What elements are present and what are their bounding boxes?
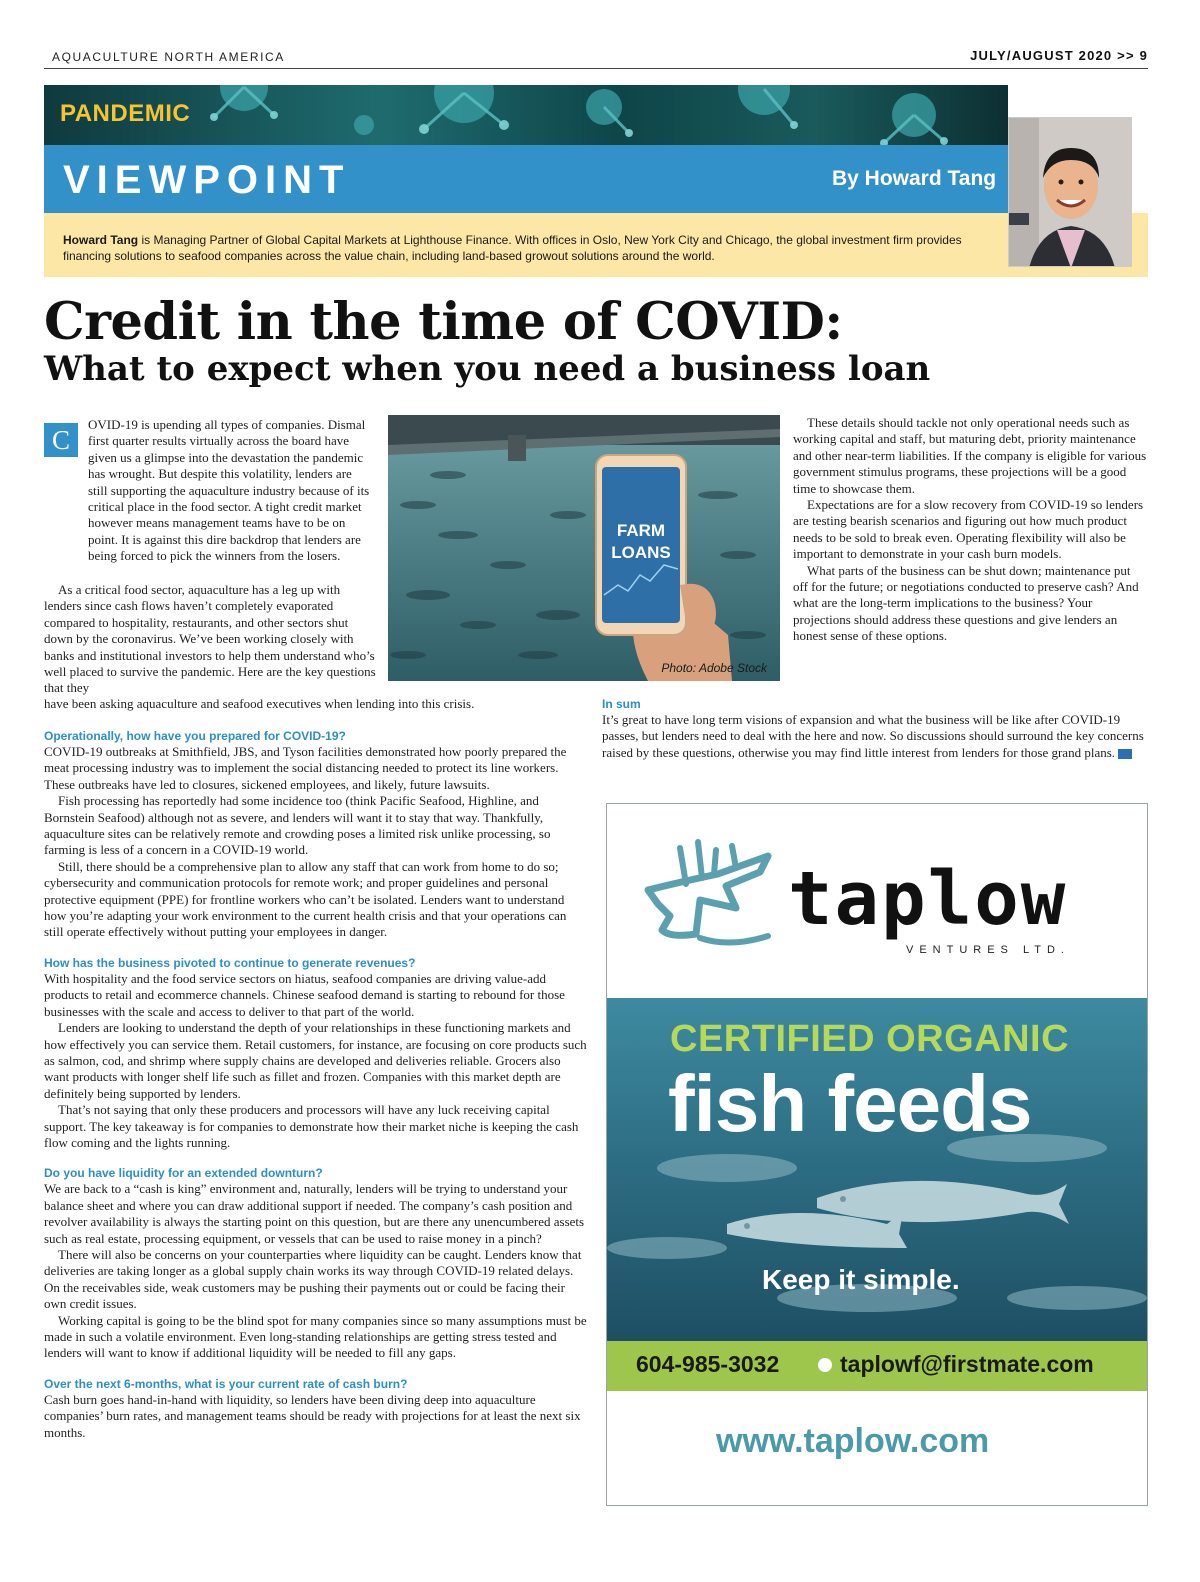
intro-paragraph-2-end: have been asking aquaculture and seafood executives when lending into this crisis. [44,696,475,711]
paragraph: With hospitality and the food service sectors on hiatus, seafood companies are driving value-add products to retail and ecommerce channels. Chinese seafood demand is starting to rebound for those businesses with the scale and access to deliver to that part of the world. [44,970,565,1019]
paragraph: Cash burn goes hand-in-hand with liquidity, so lenders have been diving deep into aquaculture companies’ burn rates, and management teams should be ready with projections for at least the next six months. [44,1391,581,1440]
ad-headline-1: CERTIFIED ORGANIC [670,1018,1070,1060]
section-heading-revenues: How has the business pivoted to continue to generate revenues? [44,955,416,970]
paragraph: We are back to a “cash is king” environment and, naturally, lenders will be trying to understand your balance sheet and where you can draw additional support if needed. The company’s cash position and revolver availability is always the starting point on this question, but are there any unencumbered assets such as real estate, processing equipment, or vessels that can be used to raise money in a pinch? [44,1181,585,1246]
main-column [44,728,589,1441]
ad-email[interactable]: taplowf@firstmate.com [840,1351,1094,1377]
paragraph: Still, there should be a comprehensive plan to allow any staff that can work from home to do so; cybersecurity and communication protocols for remote work; and proper guidelines and personal protective equipment (PPE) for frontline workers who can’t be isolated. Lenders want to understand how you’re adapting your work environment to the current health crisis and that your operations can still operate effectively without putting your employees in danger. [44,858,567,940]
column-title: VIEWPOINT [63,158,351,202]
subheadline: What to expect when you need a business loan [44,349,931,389]
end-mark-icon [1118,749,1132,759]
intro-end [44,696,589,712]
paragraph: What parts of the business can be shut down; maintenance put off for the future; or negotiations conducted to preserve cash? And what are the long-term implications to the business? Your projections should address these questions and give lenders an honest sense of these options. [793,562,1139,644]
farm-loans-photo [388,415,780,681]
header-rule [44,68,1148,69]
intro-first-lines [88,417,372,565]
in-sum-section [602,696,1148,761]
paragraph: Working capital is going to be the blind spot for many companies since so many assumptions must be made in such a volatile environment. Even long-standing relationships are getting stress tested and lenders will want to know if additional liquidity will be needed to fill any gaps. [44,1312,587,1361]
paragraph: That’s not saying that only these producers and processors will have any luck receiving capital support. The key takeaway is for companies to demonstrate how their market niche is keeping the cash flow coming and the lights running. [44,1102,579,1150]
paragraph: These details should tackle not only operational needs such as working capital and staff, but maturing debt, priority maintenance and other near-term liabilities. If the company is eligible for various government stimulus programs, these projections will be a good time to showcase them. [793,415,1147,496]
bullet-icon [818,1358,832,1372]
paragraph [602,712,1148,761]
paragraph: COVID-19 outbreaks at Smithfield, JBS, and Tyson facilities demonstrated how poorly prepared the meat processing industry was to implement the social distancing needed to protect its line workers. These outbreaks have led to closures, sickened employees, and likely, future lawsuits. [44,744,567,792]
intro-column-2 [44,582,378,697]
intro-paragraph-1: OVID-19 is upending all types of companies. Dismal first quarter results virtually across the board have given us a glimpse into the devastation the pandemic has wrought. But despite this volatility, lenders are still supporting the aquaculture industry because of its critical place in the food sector. A tight credit market however means management teams have to be on point. It is against this dire backdrop that lenders are being forced to pick the winners from the losers. [88,417,370,564]
ad-phone[interactable]: 604-985-3032 [636,1351,780,1377]
section-heading-in-sum: In sum [602,697,641,711]
paragraph: There will also be concerns on your counterparties where liquidity can be caught. Lenders know that deliveries are taking longer as a global supply chain works its way through COVID-19 related delays. On the receivables side, weak customers may be pushing their payments out or could be facing their own credit issues. [44,1246,582,1312]
in-sum-text: It’s great to have long term visions of expansion and what the business will be like after COVID-19 passes, but lenders need to deal with the here and now. So discussions should surround the key concerns raised by these questions, otherwise you may find little interest from lenders for those grand plans. [602,712,1144,760]
intro-paragraph-2: As a critical food sector, aquaculture has a leg up with lenders since cash flows haven’t completely evaporated compared to hospitality, restaurants, and other sectors shut down by the coronavirus. We’ve been working closely with banks and institutional investors to help them understand who’s well placed to survive the pandemic. Here are the key questions that they [44,582,376,696]
issue-page-number: JULY/AUGUST 2020 >> 9 [970,48,1148,63]
section-heading-liquidity: Do you have liquidity for an extended downturn? [44,1166,323,1181]
right-column-top [793,415,1148,645]
section-heading-cash-burn: Over the next 6-months, what is your current rate of cash burn? [44,1376,408,1391]
ad-brand-subtitle: VENTURES LTD. [906,944,1070,956]
author-bio [63,232,993,264]
ad-website-link[interactable]: www.taplow.com [716,1422,990,1460]
section-label: PANDEMIC [60,100,191,127]
publication-name: AQUACULTURE NORTH AMERICA [52,50,285,64]
bio-text: is Managing Partner of Global Capital Markets at Lighthouse Finance. With offices in Oslo, New York City and Chicago, the global investment firm provides financing solutions to seafood companies across the value chain, including land-based growout solutions around the world. [63,233,962,263]
headline: Credit in the time of COVID: [44,292,843,352]
photo-credit: Photo: Adobe Stock [661,661,767,675]
paragraph: Lenders are looking to understand the depth of your relationships in these functioning markets and how effectively you can service them. Retail customers, for instance, are focusing on core products such as salmon, cod, and shrimp where supply chains are developed and deliveries reliable. Grocers also want products with longer shelf life such as fillet and frozen. Companies with this market depth are definitely being supported by lenders. [44,1020,587,1101]
bio-author-name: Howard Tang [63,233,139,247]
section-heading-operations: Operationally, how have you prepared for COVID-19? [44,729,346,743]
paragraph: Expectations are for a slow recovery from COVID-19 so lenders are testing bearish scenarios and figuring out how much product needs to be sold to break even. Operating flexibility will also be important to demonstrate in your cash burn models. [793,497,1144,562]
paragraph: Fish processing has reportedly had some incidence too (think Pacific Seafood, Highline, and Bornstein Seafood) although not as severe, and lenders will want it to stay that way. Thankfully, aquaculture sites can be relatively remote and crowding poses a limited risk unlike processing, so farming is less of a concern in a COVID-19 world. [44,793,551,858]
ad-brand-name: taplow [788,856,1068,942]
byline: By Howard Tang [832,167,997,190]
drop-cap: C [44,423,78,457]
author-portrait [1008,117,1132,267]
taplow-boat-logo-icon [640,838,790,958]
photo-phone-text-1: FARM [616,521,666,540]
ad-headline-2: fish feeds [668,1059,1032,1148]
ad-tagline: Keep it simple. [762,1264,960,1295]
photo-phone-text-2: LOANS [611,543,671,562]
